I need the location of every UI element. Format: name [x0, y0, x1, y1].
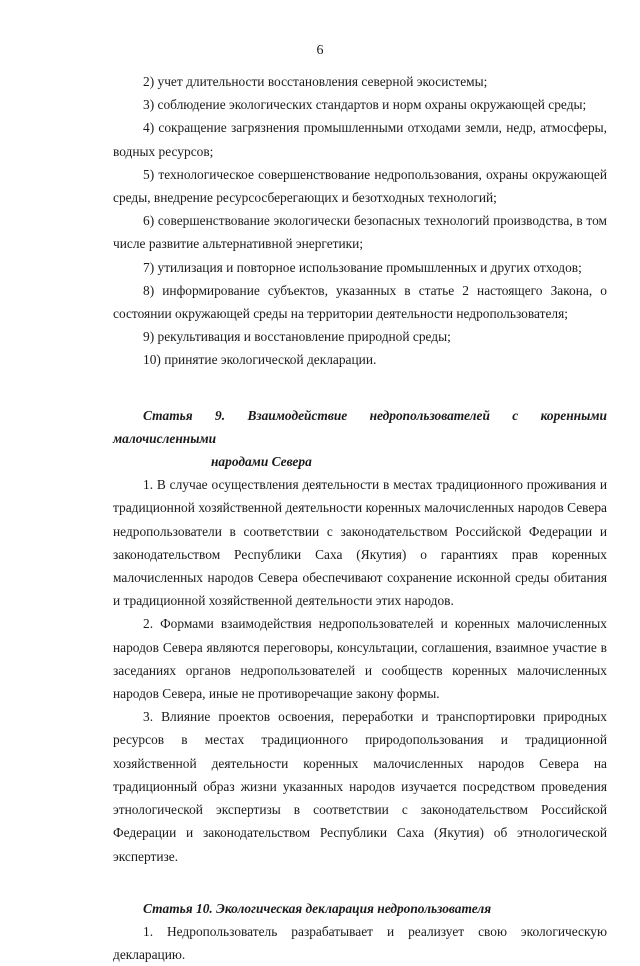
- list-item: 5) технологическое совершенствование недропользования, охраны окружающей среды, внедрение ресурсосберегающих и безотходных технологий;: [113, 166, 607, 206]
- list-item: 8) информирование субъектов, указанных в статье 2 настоящего Закона, о состоянии окружающей среды на территории деятельности недропользователя;: [113, 282, 607, 322]
- list-item: 4) сокращение загрязнения промышленными отходами земли, недр, атмосферы, водных ресурсов;: [113, 120, 607, 159]
- article-9-paragraph-2: 2. Формами взаимодействия недропользователей и коренных малочисленных народов Севера являются переговоры, консультации, соглашения, взаимное участие в заседаниях органов недропользователей и сообществ коренных малочисленных народов Севера, иные не противоречащие закону формы.: [113, 616, 607, 702]
- page-number: 6: [316, 43, 324, 58]
- document-body: [113, 70, 607, 966]
- article-9-heading: [113, 404, 607, 474]
- list-item: 7) утилизация и повторное использование промышленных и других отходов;: [143, 259, 582, 275]
- article-9-heading-line1: Статья 9. Взаимодействие недропользователей с коренными малочисленными: [113, 407, 607, 446]
- article-10-heading: Статья 10. Экологическая декларация недропользователя: [143, 900, 492, 916]
- list-item: 2) учет длительности восстановления северной экосистемы;: [143, 74, 488, 89]
- list-item: 9) рекультивация и восстановление природной среды;: [143, 329, 451, 345]
- article-9-heading-line2: народами Севера: [211, 454, 312, 470]
- article-10: [113, 897, 607, 966]
- article-9-paragraph-1: 1. В случае осуществления деятельности в местах традиционного проживания и традиционной хозяйственной деятельности коренных малочисленных народов Севера недропользователи в соответствии с законодательством Российской Федерации и законодательством Республики Саха (Якутия) о гарантиях прав коренных малочисленных народов Севера обеспечивают сохранение исконной среды обитания и традиционной хозяйственной деятельности этих народов.: [113, 477, 607, 609]
- article-9: [113, 404, 607, 868]
- list-item: 6) совершенствование экологически безопасных технологий производства, в том числе развитие альтернативной энергетики;: [113, 213, 607, 252]
- measures-list: [113, 70, 607, 372]
- list-item: 3) соблюдение экологических стандартов и норм охраны окружающей среды;: [143, 97, 587, 113]
- article-9-paragraph-3: 3. Влияние проектов освоения, переработки и транспортировки природных ресурсов в местах традиционного природопользования и традиционной хозяйственной деятельности коренных малочисленных народов Севера на традиционный образ жизни указанных народов изучается посредством проведения этнологической экспертизы в соответствии с законодательством Российской Федерации и законодательством Республики Саха (Якутия) об этнологической экспертизе.: [113, 709, 607, 864]
- article-10-paragraph-1: 1. Недропользователь разрабатывает и реализует свою экологическую декларацию.: [113, 923, 607, 963]
- list-item: 10) принятие экологической декларации.: [143, 352, 377, 368]
